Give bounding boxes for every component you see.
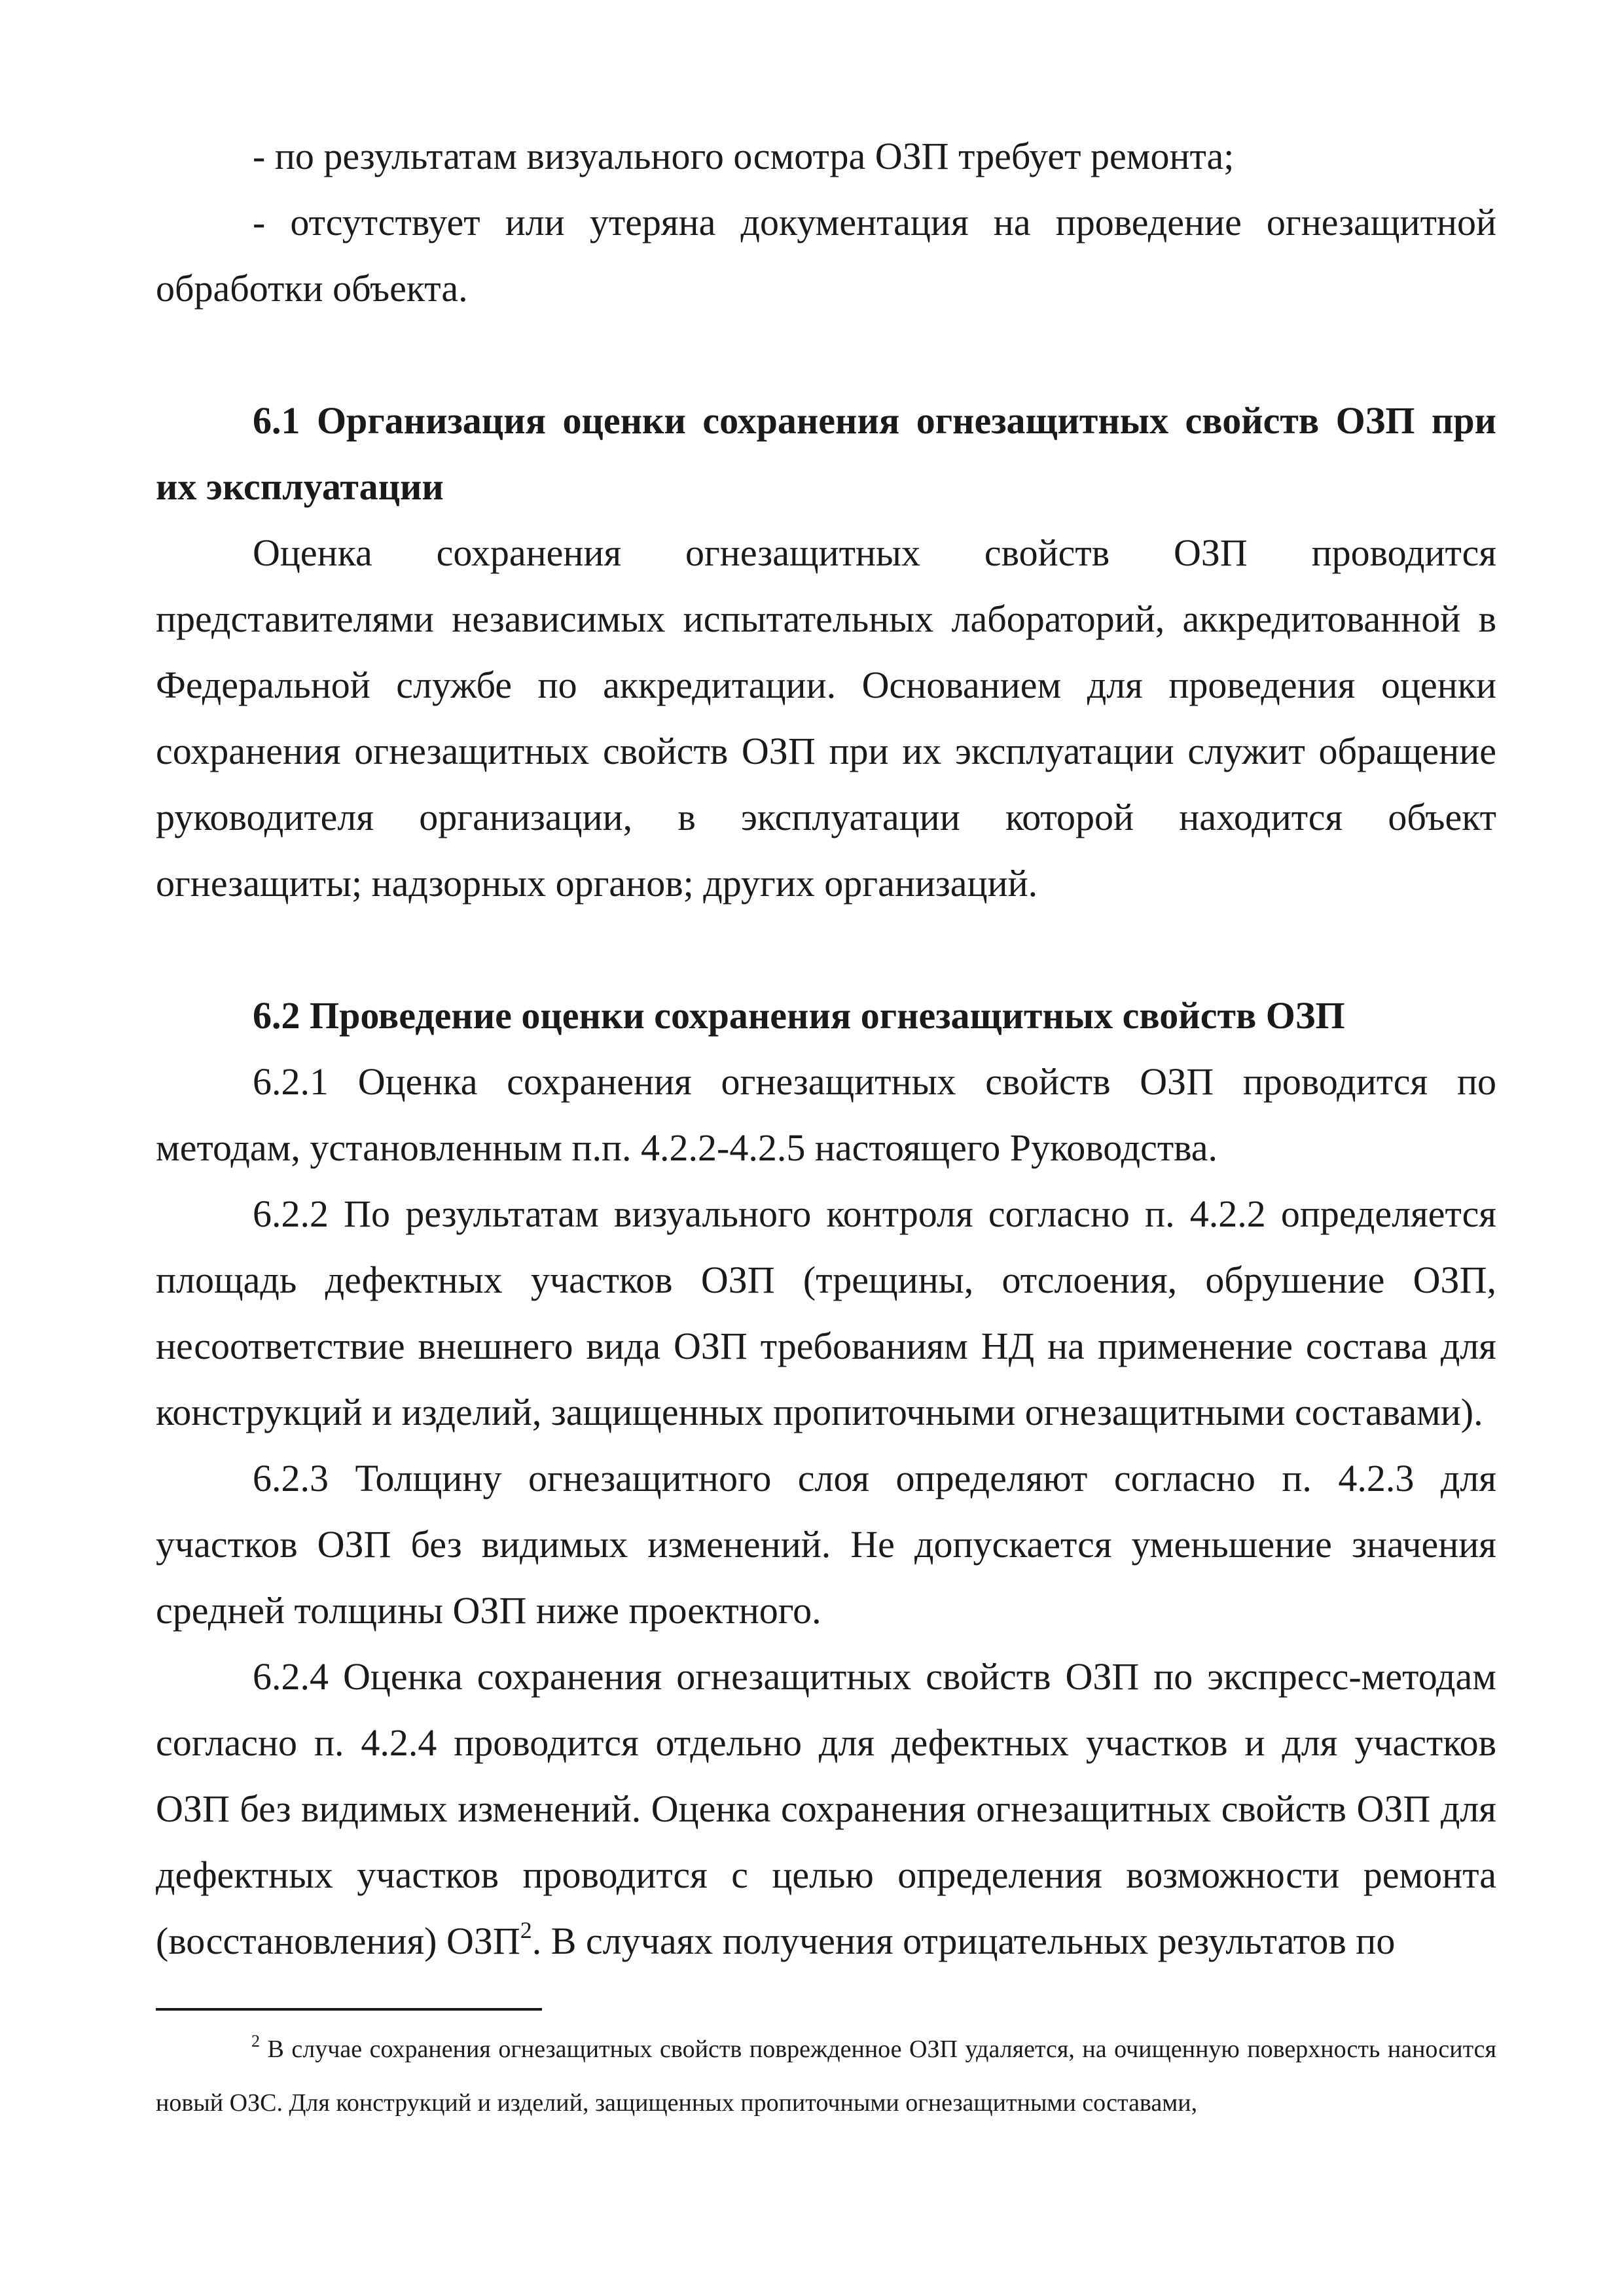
section-heading-6-1: 6.1 Организация оценки сохранения огнезащитных свойств ОЗП при их эксплуатации <box>156 399 1496 508</box>
paragraph-gap <box>156 321 1496 387</box>
paragraph-6-2-2: 6.2.2 По результатам визуального контроля согласно п. 4.2.2 определяется площадь дефектных участков ОЗП (трещины, отслоения, обрушение ОЗП, несоответствие внешнего вида ОЗП требованиям НД на применение состава для конструкций и изделий, защищенных пропиточными огнезащитными составами). <box>156 1193 1496 1433</box>
paragraph-6-2-4 <box>156 1643 1496 1974</box>
paragraph-assessment-organization: Оценка сохранения огнезащитных свойств ОЗП проводится представителями независимых испытательных лабораторий, аккредитованной в Федеральной службе по аккредитации. Основанием для проведения оценки сохранения огнезащитных свойств ОЗП при их эксплуатации служит обращение руководителя организации, в эксплуатации которой находится объект огнезащиты; надзорных органов; других организаций. <box>156 531 1496 905</box>
paragraph-6-2-4-text-end: . В случаях получения отрицательных результатов по <box>532 1920 1396 1962</box>
footnote-text: В случае сохранения огнезащитных свойств поврежденное ОЗП удаляется, на очищенную поверхность наносится новый ОЗС. Для конструкций и изделий, защищенных пропиточными огнезащитными составами, <box>156 2036 1496 2117</box>
paragraph-6-2-3: 6.2.3 Толщину огнезащитного слоя определяют согласно п. 4.2.3 для участков ОЗП без видимых изменений. Не допускается уменьшение значения средней толщины ОЗП ниже проектного. <box>156 1457 1496 1632</box>
paragraph-gap <box>156 916 1496 982</box>
list-item-missing-documentation: - отсутствует или утеряна документация на проведение огнезащитной обработки объекта. <box>156 201 1496 310</box>
list-item-visual-inspection: - по результатам визуального осмотра ОЗП требует ремонта; <box>253 135 1235 177</box>
footnote-2 <box>156 2022 1496 2130</box>
section-heading-6-2: 6.2 Проведение оценки сохранения огнезащитных свойств ОЗП <box>253 994 1345 1037</box>
footnote-reference: 2 <box>520 1916 532 1943</box>
paragraph-6-2-1: 6.2.1 Оценка сохранения огнезащитных свойств ОЗП проводится по методам, установленным п.п. 4.2.2-4.2.5 настоящего Руководства. <box>156 1060 1496 1169</box>
paragraph-6-2-4-text-start: 6.2.4 Оценка сохранения огнезащитных свойств ОЗП по экспресс-методам согласно п. 4.2.4 проводится отдельно для дефектных участков и для участков ОЗП без видимых изменений. Оценка сохранения огнезащитных свойств ОЗП для дефектных участков проводится с целью определения возможности ремонта (восстановления) ОЗП <box>156 1655 1496 1962</box>
footnote-marker: 2 <box>251 2032 260 2051</box>
footnotes <box>156 2022 1496 2130</box>
footnote-separator <box>156 2008 542 2011</box>
document-body <box>156 123 1496 1974</box>
